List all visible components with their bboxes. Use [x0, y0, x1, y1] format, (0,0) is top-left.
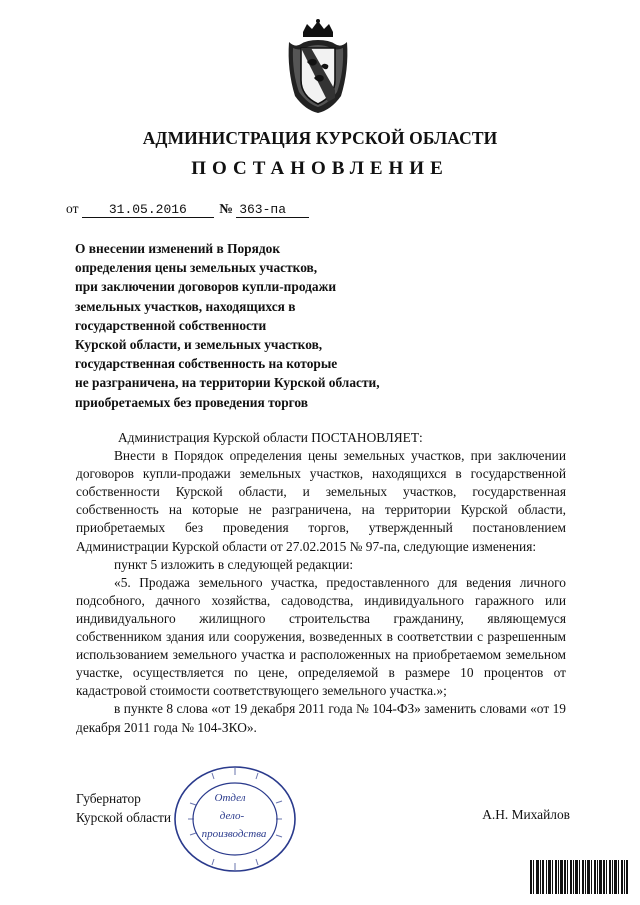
document-subject: [75, 239, 495, 412]
subject-line: земельных участков, находящихся в: [75, 298, 296, 314]
subject-line: Курской области, и земельных участков,: [75, 337, 323, 353]
stamp-text: дело-: [219, 810, 245, 822]
office-stamp: [172, 763, 298, 875]
signer-region: Курской области: [76, 810, 172, 825]
number-label: №: [219, 201, 233, 216]
subject-line: не разграничена, на территории Курской области,: [75, 375, 380, 391]
from-label: от: [66, 201, 79, 216]
date-number-line: [66, 201, 309, 218]
subject-line: при заключении договоров купли-продажи: [75, 279, 337, 295]
document-number: 363-па: [236, 202, 309, 218]
subject-line: О внесении изменений в Порядок: [75, 241, 281, 256]
body-paragraph: Внести в Порядок определения цены земельных участков, при заключении договоров купли-продажи земельных участков, находящихся в государственной собственности Курской области, и земельных участков, государственная собственность на которые не разграничена, на территории Курской области, приобретаемых без проведения торгов, утвержденный постановлением Администрации Курской области от 27.02.2015 № 97-па, следующие изменения:: [76, 448, 566, 554]
document-type: ПОСТАНОВЛЕНИЕ: [191, 158, 449, 179]
body-paragraph: в пункте 8 слова «от 19 декабря 2011 года № 104-ФЗ» заменить словами «от 19 декабря 2011 года № 104-ЗКО».: [76, 701, 566, 735]
signer-title: Губернатор: [76, 791, 141, 806]
stamp-text: Отдел: [214, 792, 246, 804]
coat-of-arms-icon: [281, 18, 355, 114]
signer-position: [76, 789, 171, 827]
signer-name: А.Н. Михайлов: [482, 807, 570, 822]
resolution-intro: Администрация Курской области ПОСТАНОВЛЯЕТ:: [118, 430, 423, 445]
body-paragraph: «5. Продажа земельного участка, предоставленного для ведения личного подсобного, дачного хозяйства, садоводства, индивидуального гаражного или индивидуального жилищного строительства гражданину, являющемуся собственником здания или сооружения, возведенных в соответствии с разрешенным использованием земельного участка и расположенных на приобретаемом земельном участке, осуществляется по цене, определяемой в размере 10 процентов от кадастровой стоимости соответствующего земельного участка.»;: [76, 574, 566, 699]
body-paragraph: пункт 5 изложить в следующей редакции:: [114, 556, 354, 572]
subject-line: определения цены земельных участков,: [75, 260, 318, 276]
subject-line: государственной собственности: [75, 317, 267, 333]
organization-title: АДМИНИСТРАЦИЯ КУРСКОЙ ОБЛАСТИ: [142, 128, 498, 148]
barcode-icon: [530, 860, 628, 894]
document-date: 31.05.2016: [82, 202, 214, 218]
stamp-text: производства: [201, 828, 267, 840]
document-body: [76, 429, 566, 737]
subject-line: государственная собственность на которые: [75, 356, 338, 372]
subject-line: приобретаемых без проведения торгов: [75, 394, 308, 410]
